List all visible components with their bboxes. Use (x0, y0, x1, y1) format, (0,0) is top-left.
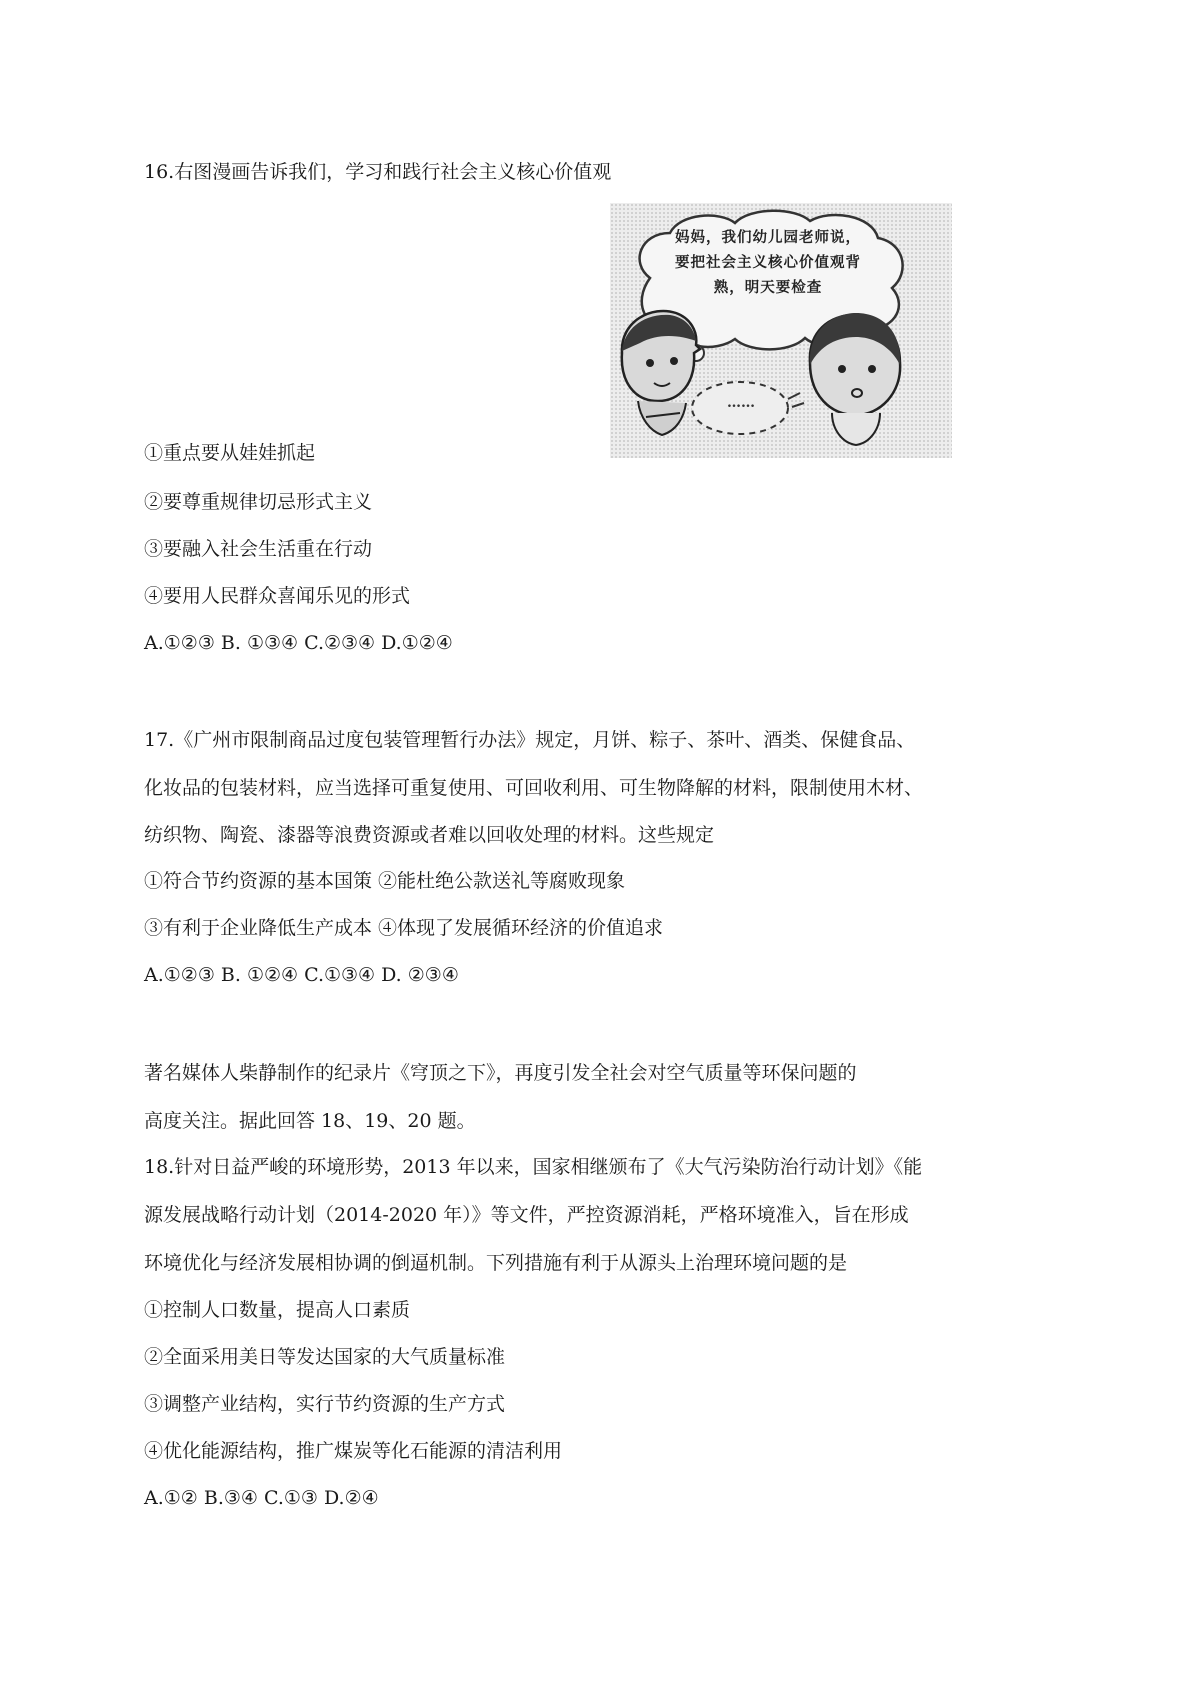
q17-stem-line-1: 17.《广州市限制商品过度包装管理暂行办法》规定，月饼、粽子、茶叶、酒类、保健食品、 (144, 729, 916, 751)
comic-speech-text: 妈妈，我们幼儿园老师说，要把社会主义核心价值观背熟，明天要检查 (675, 229, 861, 296)
q17-option-line-2: ③有利于企业降低生产成本 ④体现了发展循环经济的价值追求 (144, 917, 664, 939)
q17-answers: A.①②③ B. ①②④ C.①③④ D. ②③④ (144, 964, 459, 986)
q18-stem-line-1: 18.针对日益严峻的环境形势，2013 年以来，国家相继颁布了《大气污染防治行动计划》《能 (144, 1156, 923, 1178)
q18-option-4: ④优化能源结构，推广煤炭等化石能源的清洁利用 (144, 1440, 563, 1462)
q18-stem-line-2: 源发展战略行动计划（2014-2020 年）》等文件，严控资源消耗，严格环境准入，旨在形成 (144, 1204, 909, 1226)
comic-reply-text: …… (727, 395, 755, 411)
q18-stem-line-3: 环境优化与经济发展相协调的倒逼机制。下列措施有利于从源头上治理环境问题的是 (144, 1252, 848, 1274)
intro-line-1: 著名媒体人柴静制作的纪录片《穹顶之下》，再度引发全社会对空气质量等环保问题的 (144, 1062, 857, 1084)
q16-stem: 16.右图漫画告诉我们，学习和践行社会主义核心价值观 (144, 161, 612, 183)
q16-option-2: ②要尊重规律切忌形式主义 (144, 491, 373, 513)
q16-answers: A.①②③ B. ①③④ C.②③④ D.①②④ (144, 632, 453, 654)
intro-line-2: 高度关注。据此回答 18、19、20 题。 (144, 1110, 476, 1132)
q18-option-3: ③调整产业结构，实行节约资源的生产方式 (144, 1393, 506, 1415)
q16-option-3: ③要融入社会生活重在行动 (144, 538, 373, 560)
comic-illustration (610, 203, 952, 458)
q18-option-1: ①控制人口数量，提高人口素质 (144, 1299, 411, 1321)
q17-stem-line-2: 化妆品的包装材料，应当选择可重复使用、可回收利用、可生物降解的材料，限制使用木材、 (144, 777, 924, 799)
q16-option-1: ①重点要从娃娃抓起 (144, 442, 316, 464)
q18-answers: A.①② B.③④ C.①③ D.②④ (144, 1487, 379, 1509)
q17-option-line-1: ①符合节约资源的基本国策 ②能杜绝公款送礼等腐败现象 (144, 870, 626, 892)
q16-option-4: ④要用人民群众喜闻乐见的形式 (144, 585, 411, 607)
q17-stem-line-3: 纺织物、陶瓷、漆器等浪费资源或者难以回收处理的材料。这些规定 (144, 824, 715, 846)
q18-option-2: ②全面采用美日等发达国家的大气质量标准 (144, 1346, 506, 1368)
